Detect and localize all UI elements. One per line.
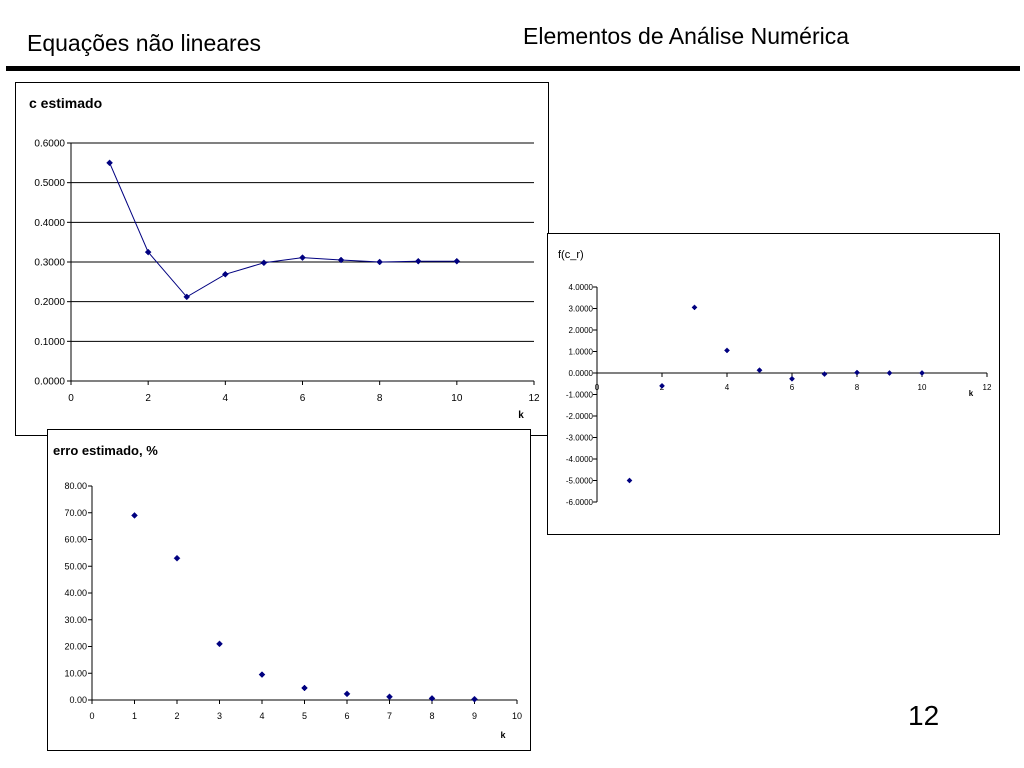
x-tick-label: 2 — [174, 711, 180, 721]
data-point — [854, 370, 859, 375]
chart-c-estimado — [15, 82, 549, 436]
y-tick-label: 0.5000 — [34, 178, 65, 190]
data-point — [454, 258, 460, 264]
title-divider — [6, 66, 1020, 71]
chart-f-cr-plot — [548, 234, 1001, 536]
data-point — [222, 271, 228, 277]
y-tick-label: 0.1000 — [34, 336, 65, 348]
data-point — [377, 259, 383, 265]
data-point — [261, 260, 267, 266]
x-tick-label: 5 — [301, 711, 308, 721]
x-tick-label: 4 — [259, 711, 265, 721]
data-point — [415, 258, 421, 264]
x-tick-label: 9 — [471, 711, 478, 721]
x-tick-label: 7 — [386, 711, 393, 721]
x-tick-label: 1 — [131, 711, 138, 721]
y-tick-label: 3.0000 — [568, 304, 593, 314]
x-tick-label: 2 — [145, 393, 151, 404]
page-number: 12 — [908, 700, 940, 731]
y-tick-label: 0.2000 — [34, 297, 65, 309]
slide-subtitle: Equações não lineares — [27, 30, 261, 56]
y-tick-label: 4.0000 — [568, 282, 593, 292]
x-axis-label: k — [500, 730, 506, 740]
y-tick-label: 40.00 — [64, 588, 87, 599]
data-point — [217, 641, 223, 647]
chart-erro-estimado-plot — [48, 430, 532, 752]
x-tick-label: 3 — [216, 711, 223, 721]
y-tick-label: 60.00 — [64, 534, 87, 545]
y-tick-label: 1.0000 — [568, 347, 593, 357]
y-tick-label: -6.0000 — [565, 497, 593, 507]
y-tick-label: -3.0000 — [565, 433, 593, 443]
data-point — [757, 368, 762, 373]
data-point — [107, 160, 113, 166]
x-tick-label: 10 — [451, 393, 463, 404]
chart-c-estimado-plot — [16, 83, 550, 437]
y-tick-label: 0.3000 — [34, 257, 65, 269]
y-tick-label: 10.00 — [64, 668, 87, 679]
x-tick-label: 6 — [789, 383, 795, 392]
y-tick-label: -1.0000 — [565, 390, 593, 400]
data-point — [132, 512, 138, 518]
x-tick-label: 4 — [724, 383, 730, 392]
x-tick-label: 12 — [982, 383, 992, 392]
data-point — [387, 694, 393, 700]
data-point — [344, 691, 350, 697]
data-point — [174, 555, 180, 561]
x-tick-label: 0 — [68, 393, 74, 404]
chart-title: f(c_r) — [558, 249, 584, 261]
y-tick-label: -5.0000 — [565, 476, 593, 486]
x-axis-label: k — [518, 410, 524, 421]
chart-title: c estimado — [29, 95, 103, 111]
data-point — [789, 376, 794, 381]
x-tick-label: 6 — [344, 711, 350, 721]
x-axis-label: k — [968, 389, 974, 398]
y-tick-label: 2.0000 — [568, 325, 593, 335]
y-tick-label: 80.00 — [64, 481, 87, 492]
data-point — [887, 370, 892, 375]
data-point — [472, 696, 478, 702]
y-tick-label: 0.0000 — [34, 376, 65, 388]
data-point — [822, 371, 827, 376]
y-tick-label: 30.00 — [64, 614, 87, 625]
data-point — [919, 370, 924, 375]
x-tick-label: 4 — [222, 393, 229, 404]
y-tick-label: 0.0000 — [568, 368, 593, 378]
x-tick-label: 10 — [917, 383, 927, 392]
x-tick-label: 10 — [511, 711, 523, 721]
y-tick-label: -4.0000 — [565, 454, 593, 464]
chart-f-cr — [547, 233, 1000, 535]
x-tick-label: 0 — [594, 383, 600, 392]
y-tick-label: 0.6000 — [34, 138, 65, 150]
y-tick-label: 20.00 — [64, 641, 87, 652]
data-point — [300, 255, 306, 261]
data-point — [259, 672, 265, 678]
x-tick-label: 6 — [299, 393, 306, 404]
x-tick-label: 8 — [429, 711, 435, 721]
slide-title: Elementos de Análise Numérica — [523, 23, 849, 49]
y-tick-label: 0.4000 — [34, 217, 65, 229]
chart-title: erro estimado, % — [53, 443, 158, 458]
data-point — [627, 478, 632, 483]
y-tick-label: 50.00 — [64, 561, 87, 572]
data-point — [302, 685, 308, 691]
x-tick-label: 8 — [376, 393, 383, 404]
chart-erro-estimado — [47, 429, 531, 751]
y-tick-label: 70.00 — [64, 507, 87, 518]
x-tick-label: 0 — [89, 711, 95, 721]
x-tick-label: 12 — [528, 393, 540, 404]
data-point — [724, 348, 729, 353]
x-tick-label: 8 — [854, 383, 860, 392]
data-point — [692, 305, 697, 310]
y-tick-label: -2.0000 — [565, 411, 593, 421]
y-tick-label: 0.00 — [69, 695, 87, 706]
